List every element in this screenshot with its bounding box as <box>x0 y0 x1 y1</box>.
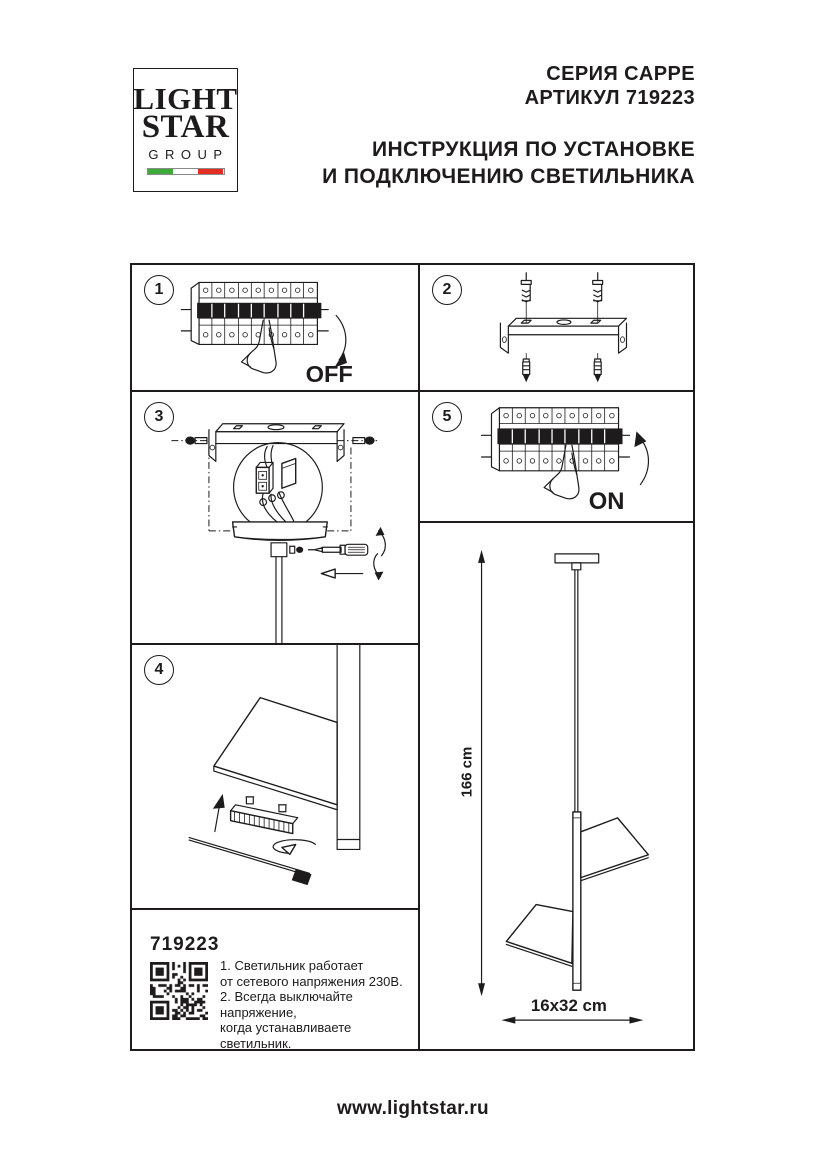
step2-panel <box>420 265 693 392</box>
height-dimension <box>460 550 485 996</box>
dowel-anchor-icon <box>521 273 602 302</box>
page-title-line2: И ПОДКЛЮЧЕНИЮ СВЕТИЛЬНИКА <box>322 165 695 188</box>
logo-group: GROUP <box>148 147 229 162</box>
note-line: от сетевого напряжения 230В. <box>220 973 403 989</box>
article-number: АРТИКУЛ 719223 <box>524 87 695 109</box>
lamp-rod-drawing <box>337 645 360 849</box>
logo-light: LIGHT <box>133 81 238 116</box>
notes-panel <box>132 910 420 1049</box>
step3-number-badge: 3 <box>144 402 174 432</box>
step4-number-badge: 4 <box>144 655 174 685</box>
rotate-arrow-icon <box>374 527 386 581</box>
shade-assembly-drawing <box>132 645 418 908</box>
lamp-overview-panel <box>420 523 693 1049</box>
rotate-ellipse-icon <box>273 840 315 855</box>
terminal-block-detail <box>234 443 323 532</box>
step3-panel <box>132 392 420 645</box>
up-arrow-icon <box>213 794 225 832</box>
footprint-label: 16x32 cm <box>530 996 607 1016</box>
mounting-bracket-drawing <box>500 318 626 353</box>
slide-arrow-icon <box>321 569 362 578</box>
pendant-lamp-drawing <box>420 523 693 1049</box>
step1-panel <box>132 265 420 392</box>
pendant-lamp <box>506 554 648 990</box>
shade-panel-drawing <box>214 698 337 810</box>
canopy-wiring-drawing <box>132 392 418 643</box>
header <box>322 62 695 190</box>
canopy-drawing <box>233 522 328 540</box>
screwdriver-icon <box>309 544 368 555</box>
screw-icon <box>523 353 601 382</box>
italian-flag-icon <box>147 168 225 175</box>
step5-panel <box>420 392 693 523</box>
page-title-line1: ИНСТРУКЦИЯ ПО УСТАНОВКЕ <box>371 138 695 161</box>
product-article: 719223 <box>150 934 220 955</box>
step2-number-badge: 2 <box>432 275 462 305</box>
breaker-off-drawing <box>132 265 418 390</box>
series-name: СЕРИЯ CAPPE <box>546 63 695 85</box>
footprint-dimension <box>501 996 643 1023</box>
note-line: когда устанавливаете светильник. <box>220 1020 352 1051</box>
safety-notes <box>220 958 418 1051</box>
step5-number-badge: 5 <box>432 402 462 432</box>
instruction-grid <box>130 263 695 1051</box>
website-url: www.lightstar.ru <box>337 1098 489 1119</box>
step4-panel <box>132 645 420 910</box>
lightstar-logo <box>133 68 238 192</box>
led-module-drawing <box>231 797 298 834</box>
logo-star: STAR <box>141 109 230 145</box>
height-label: 166 cm <box>459 746 476 798</box>
qr-code <box>150 962 208 1020</box>
step1-number-badge: 1 <box>144 275 174 305</box>
note-line: 2. Всегда выключайте напряжение, <box>220 989 353 1020</box>
on-label: ON <box>588 489 625 516</box>
note-line: 1. Светильник работает <box>220 958 364 973</box>
off-label: OFF <box>305 361 353 388</box>
